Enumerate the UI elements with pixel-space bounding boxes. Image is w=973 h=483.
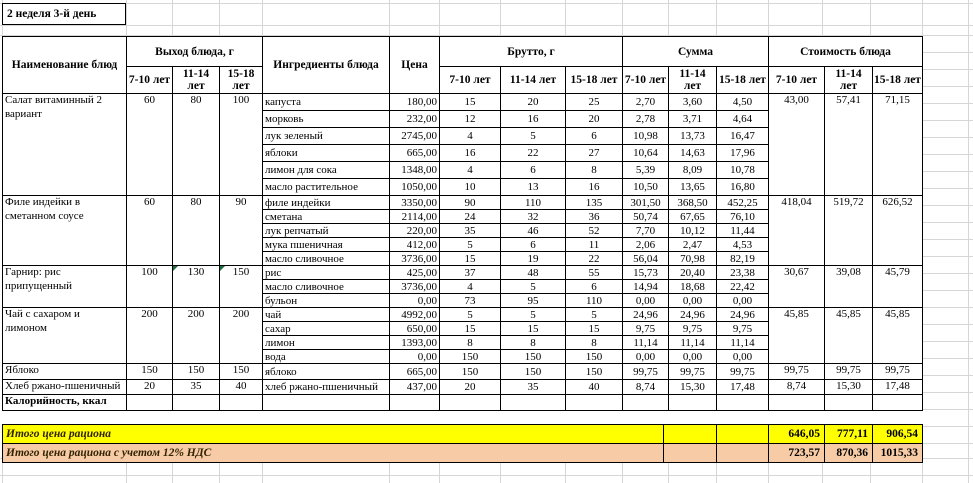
ingredient-name-cell[interactable]: сметана bbox=[263, 210, 390, 224]
gridline bbox=[922, 0, 923, 36]
dish-cost-cell[interactable]: 418,04 bbox=[769, 196, 825, 266]
sum-value-cell[interactable]: 99,75 bbox=[717, 364, 769, 380]
gridline bbox=[126, 0, 127, 36]
ingredient-name-cell[interactable]: вода bbox=[263, 350, 390, 364]
gross-value-cell[interactable]: 16 bbox=[440, 145, 501, 162]
sum-value-cell[interactable]: 82,19 bbox=[717, 252, 769, 266]
gross-value-cell[interactable]: 46 bbox=[501, 224, 566, 238]
dish-output-cell[interactable]: 80 bbox=[173, 196, 220, 266]
dish-name-cell[interactable]: Хлеб ржано-пшеничный bbox=[3, 380, 127, 395]
gross-value-cell[interactable]: 55 bbox=[566, 266, 623, 280]
calories-empty-cell[interactable] bbox=[220, 395, 263, 411]
gross-value-cell[interactable]: 6 bbox=[566, 280, 623, 294]
sum-value-cell[interactable]: 4,64 bbox=[717, 111, 769, 128]
dish-output-cell[interactable]: 200 bbox=[220, 308, 263, 364]
gross-value-cell[interactable]: 15 bbox=[440, 252, 501, 266]
dish-cost-cell[interactable]: 99,75 bbox=[769, 364, 825, 380]
gridline bbox=[262, 0, 263, 36]
calories-empty-cell[interactable] bbox=[825, 395, 873, 411]
dish-name-cell[interactable]: Гарнир: рис припущенный bbox=[3, 266, 127, 308]
total-value-cell[interactable]: 906,54 bbox=[873, 425, 923, 444]
dish-output-cell[interactable]: 35 bbox=[173, 380, 220, 395]
total-row bbox=[3, 444, 923, 463]
sum-value-cell[interactable]: 99,75 bbox=[623, 364, 669, 380]
sum-value-cell[interactable]: 9,75 bbox=[669, 322, 717, 336]
gridline bbox=[870, 0, 871, 36]
gross-value-cell[interactable]: 4 bbox=[440, 280, 501, 294]
dish-output-cell[interactable]: 20 bbox=[127, 380, 173, 395]
ingredient-name-cell[interactable]: лимон для сока bbox=[263, 162, 390, 179]
gross-value-cell[interactable]: 6 bbox=[566, 128, 623, 145]
sum-value-cell[interactable]: 14,94 bbox=[623, 280, 669, 294]
cell-error-flag-icon bbox=[220, 266, 225, 271]
ingredient-price-cell[interactable]: 412,00 bbox=[390, 238, 440, 252]
gross-value-cell[interactable]: 110 bbox=[566, 294, 623, 308]
sum-value-cell[interactable]: 10,64 bbox=[623, 145, 669, 162]
dish-output-cell[interactable]: 200 bbox=[127, 308, 173, 364]
col-header-gross-age-1[interactable]: 7-10 лет bbox=[440, 67, 501, 94]
gross-value-cell[interactable]: 11 bbox=[566, 238, 623, 252]
col-header-output-age-3[interactable]: 15-18 лет bbox=[220, 67, 263, 94]
gross-value-cell[interactable]: 73 bbox=[440, 294, 501, 308]
ingredient-name-cell[interactable]: лук зеленый bbox=[263, 128, 390, 145]
gross-value-cell[interactable]: 40 bbox=[566, 380, 623, 395]
sum-value-cell[interactable]: 24,96 bbox=[623, 308, 669, 322]
table-row bbox=[3, 266, 923, 280]
totals-table-body bbox=[3, 425, 923, 463]
sum-value-cell[interactable]: 18,68 bbox=[669, 280, 717, 294]
col-header-sum-age-1[interactable]: 7-10 лет bbox=[623, 67, 669, 94]
col-header-ingredients[interactable]: Ингредиенты блюда bbox=[263, 37, 390, 94]
sum-value-cell[interactable]: 76,10 bbox=[717, 210, 769, 224]
dish-cost-cell[interactable]: 99,75 bbox=[873, 364, 923, 380]
sum-value-cell[interactable]: 8,09 bbox=[669, 162, 717, 179]
gross-value-cell[interactable]: 19 bbox=[501, 252, 566, 266]
sum-value-cell[interactable]: 50,74 bbox=[623, 210, 669, 224]
ingredient-price-cell[interactable]: 3736,00 bbox=[390, 252, 440, 266]
gross-value-cell[interactable]: 8 bbox=[440, 336, 501, 350]
gross-value-cell[interactable]: 16 bbox=[566, 179, 623, 196]
ingredient-price-cell[interactable]: 1348,00 bbox=[390, 162, 440, 179]
gross-value-cell[interactable]: 5 bbox=[501, 308, 566, 322]
table-row bbox=[3, 196, 923, 210]
total-empty-cell[interactable] bbox=[717, 425, 769, 444]
ingredient-price-cell[interactable]: 0,00 bbox=[390, 294, 440, 308]
dish-name-cell[interactable]: Яблоко bbox=[3, 364, 127, 380]
ingredient-price-cell[interactable]: 665,00 bbox=[390, 145, 440, 162]
sum-value-cell[interactable]: 4,50 bbox=[717, 94, 769, 111]
sum-value-cell[interactable]: 3,71 bbox=[669, 111, 717, 128]
ingredient-price-cell[interactable]: 4992,00 bbox=[390, 308, 440, 322]
total-label-cell[interactable]: Итого цена рациона bbox=[3, 425, 664, 444]
sum-value-cell[interactable]: 24,96 bbox=[717, 308, 769, 322]
sum-value-cell[interactable]: 15,30 bbox=[669, 380, 717, 395]
dish-name-cell[interactable]: Филе индейки в сметанном соусе bbox=[3, 196, 127, 266]
gross-value-cell[interactable]: 15 bbox=[440, 322, 501, 336]
dish-output-cell[interactable]: 60 bbox=[127, 196, 173, 266]
total-empty-cell[interactable] bbox=[664, 425, 717, 444]
ingredient-price-cell[interactable]: 232,00 bbox=[390, 111, 440, 128]
gross-value-cell[interactable]: 25 bbox=[566, 94, 623, 111]
col-header-sum-age-2[interactable]: 11-14 лет bbox=[669, 67, 717, 94]
gross-value-cell[interactable]: 5 bbox=[440, 308, 501, 322]
table-header bbox=[3, 37, 923, 94]
dish-cost-cell[interactable]: 45,85 bbox=[825, 308, 873, 364]
ingredient-name-cell[interactable]: яблоки bbox=[263, 145, 390, 162]
gridline bbox=[622, 0, 623, 36]
ingredient-name-cell[interactable]: хлеб ржано-пшеничный bbox=[263, 380, 390, 395]
sum-value-cell[interactable]: 16,47 bbox=[717, 128, 769, 145]
ingredient-name-cell[interactable]: чай bbox=[263, 308, 390, 322]
sum-value-cell[interactable]: 10,12 bbox=[669, 224, 717, 238]
sum-value-cell[interactable]: 452,25 bbox=[717, 196, 769, 210]
gridline bbox=[389, 0, 390, 36]
gross-value-cell[interactable]: 5 bbox=[501, 280, 566, 294]
gross-value-cell[interactable]: 6 bbox=[501, 238, 566, 252]
sum-value-cell[interactable]: 16,80 bbox=[717, 179, 769, 196]
dish-output-cell[interactable]: 80 bbox=[173, 94, 220, 196]
col-header-output-age-2[interactable]: 11-14 лет bbox=[173, 67, 220, 94]
sum-value-cell[interactable]: 5,39 bbox=[623, 162, 669, 179]
gross-value-cell[interactable]: 5 bbox=[501, 128, 566, 145]
ingredient-price-cell[interactable]: 1393,00 bbox=[390, 336, 440, 350]
dish-output-cell[interactable]: 200 bbox=[173, 308, 220, 364]
sum-value-cell[interactable]: 0,00 bbox=[669, 294, 717, 308]
gridline bbox=[716, 0, 717, 36]
ingredient-name-cell[interactable]: лук репчатый bbox=[263, 224, 390, 238]
calories-empty-cell[interactable] bbox=[769, 395, 825, 411]
gross-value-cell[interactable]: 150 bbox=[440, 364, 501, 380]
gross-value-cell[interactable]: 5 bbox=[566, 308, 623, 322]
gross-value-cell[interactable]: 150 bbox=[566, 364, 623, 380]
gross-value-cell[interactable]: 27 bbox=[566, 145, 623, 162]
ingredient-price-cell[interactable]: 3736,00 bbox=[390, 280, 440, 294]
calories-empty-cell[interactable] bbox=[717, 395, 769, 411]
gross-value-cell[interactable]: 20 bbox=[501, 94, 566, 111]
dish-cost-cell[interactable]: 57,41 bbox=[825, 94, 873, 196]
sum-value-cell[interactable]: 11,44 bbox=[717, 224, 769, 238]
calories-empty-cell[interactable] bbox=[440, 395, 501, 411]
gross-value-cell[interactable]: 8 bbox=[501, 336, 566, 350]
sum-value-cell[interactable]: 0,00 bbox=[717, 350, 769, 364]
sum-value-cell[interactable]: 20,40 bbox=[669, 266, 717, 280]
gross-value-cell[interactable]: 32 bbox=[501, 210, 566, 224]
sum-value-cell[interactable]: 301,50 bbox=[623, 196, 669, 210]
header-sub-row bbox=[3, 67, 923, 94]
col-header-sum-group[interactable]: Сумма bbox=[623, 37, 769, 67]
sum-value-cell[interactable]: 15,73 bbox=[623, 266, 669, 280]
gross-value-cell[interactable]: 150 bbox=[501, 364, 566, 380]
dish-output-cell[interactable]: 150 bbox=[220, 266, 263, 308]
gross-value-cell[interactable]: 12 bbox=[440, 111, 501, 128]
sum-value-cell[interactable]: 14,63 bbox=[669, 145, 717, 162]
sum-value-cell[interactable]: 11,14 bbox=[717, 336, 769, 350]
sum-value-cell[interactable]: 17,48 bbox=[717, 380, 769, 395]
gross-value-cell[interactable]: 10 bbox=[440, 179, 501, 196]
col-header-gross-group[interactable]: Брутто, г bbox=[440, 37, 623, 67]
total-row bbox=[3, 425, 923, 444]
gross-value-cell[interactable]: 95 bbox=[501, 294, 566, 308]
day-title-cell[interactable]: 2 неделя 3-й день bbox=[2, 3, 126, 25]
gridline bbox=[565, 0, 566, 36]
table-row bbox=[3, 94, 923, 111]
sum-value-cell[interactable]: 11,14 bbox=[669, 336, 717, 350]
ingredient-name-cell[interactable]: лимон bbox=[263, 336, 390, 350]
ingredient-price-cell[interactable]: 1050,00 bbox=[390, 179, 440, 196]
col-header-cost-age-3[interactable]: 15-18 лет bbox=[873, 67, 923, 94]
sum-value-cell[interactable]: 24,96 bbox=[669, 308, 717, 322]
dish-cost-cell[interactable]: 15,30 bbox=[825, 380, 873, 395]
ingredient-name-cell[interactable]: филе индейки bbox=[263, 196, 390, 210]
calories-empty-cell[interactable] bbox=[623, 395, 669, 411]
dish-cost-cell[interactable]: 17,48 bbox=[873, 380, 923, 395]
cell-error-flag-icon bbox=[173, 266, 178, 271]
gross-value-cell[interactable]: 15 bbox=[440, 94, 501, 111]
dish-output-cell[interactable]: 150 bbox=[127, 364, 173, 380]
dish-cost-cell[interactable]: 43,00 bbox=[769, 94, 825, 196]
gross-value-cell[interactable]: 15 bbox=[501, 322, 566, 336]
ingredient-price-cell[interactable]: 0,00 bbox=[390, 350, 440, 364]
gross-value-cell[interactable]: 15 bbox=[566, 322, 623, 336]
sum-value-cell[interactable]: 0,00 bbox=[669, 350, 717, 364]
sum-value-cell[interactable]: 2,06 bbox=[623, 238, 669, 252]
ingredient-price-cell[interactable]: 3350,00 bbox=[390, 196, 440, 210]
gross-value-cell[interactable]: 35 bbox=[440, 224, 501, 238]
gridline bbox=[172, 0, 173, 36]
dish-cost-cell[interactable]: 626,52 bbox=[873, 196, 923, 266]
dish-cost-cell[interactable]: 45,85 bbox=[769, 308, 825, 364]
ingredient-price-cell[interactable]: 180,00 bbox=[390, 94, 440, 111]
sum-value-cell[interactable]: 3,60 bbox=[669, 94, 717, 111]
ingredient-price-cell[interactable]: 2114,00 bbox=[390, 210, 440, 224]
dish-table-body bbox=[3, 94, 923, 411]
menu-table bbox=[2, 36, 923, 411]
calories-empty-cell[interactable] bbox=[263, 395, 390, 411]
gross-value-cell[interactable]: 22 bbox=[501, 145, 566, 162]
total-value-cell[interactable]: 777,11 bbox=[825, 425, 873, 444]
totals-table bbox=[2, 424, 923, 463]
calories-empty-cell[interactable] bbox=[669, 395, 717, 411]
dish-output-cell[interactable]: 90 bbox=[220, 196, 263, 266]
col-header-sum-age-3[interactable]: 15-18 лет bbox=[717, 67, 769, 94]
dish-name-cell[interactable]: Чай с сахаром и лимоном bbox=[3, 308, 127, 364]
sum-value-cell[interactable]: 4,53 bbox=[717, 238, 769, 252]
ingredient-price-cell[interactable]: 425,00 bbox=[390, 266, 440, 280]
sum-value-cell[interactable]: 13,73 bbox=[669, 128, 717, 145]
gridline bbox=[768, 0, 769, 36]
gross-value-cell[interactable]: 35 bbox=[501, 380, 566, 395]
gross-value-cell[interactable]: 6 bbox=[501, 162, 566, 179]
col-header-cost-age-2[interactable]: 11-14 лет bbox=[825, 67, 873, 94]
sum-value-cell[interactable]: 0,00 bbox=[717, 294, 769, 308]
total-value-cell[interactable]: 870,36 bbox=[825, 444, 873, 463]
gridline bbox=[0, 3, 973, 4]
dish-cost-cell[interactable]: 45,79 bbox=[873, 266, 923, 308]
table-row bbox=[3, 380, 923, 395]
gridline bbox=[822, 0, 823, 36]
gridline bbox=[968, 458, 969, 483]
dish-name-cell[interactable]: Салат витаминный 2 вариант bbox=[3, 94, 127, 196]
gridline bbox=[968, 0, 969, 36]
sum-value-cell[interactable]: 7,70 bbox=[623, 224, 669, 238]
calories-empty-cell[interactable] bbox=[390, 395, 440, 411]
gross-value-cell[interactable]: 24 bbox=[440, 210, 501, 224]
dish-cost-cell[interactable]: 39,08 bbox=[825, 266, 873, 308]
gross-value-cell[interactable]: 37 bbox=[440, 266, 501, 280]
gross-value-cell[interactable]: 135 bbox=[566, 196, 623, 210]
table-row bbox=[3, 308, 923, 322]
sum-value-cell[interactable]: 0,00 bbox=[623, 350, 669, 364]
gross-value-cell[interactable]: 150 bbox=[566, 350, 623, 364]
dish-cost-cell[interactable]: 71,15 bbox=[873, 94, 923, 196]
sum-value-cell[interactable]: 70,98 bbox=[669, 252, 717, 266]
ingredient-name-cell[interactable]: бульон bbox=[263, 294, 390, 308]
sum-value-cell[interactable]: 99,75 bbox=[669, 364, 717, 380]
col-header-gross-age-3[interactable]: 15-18 лет bbox=[566, 67, 623, 94]
dish-output-cell[interactable]: 150 bbox=[220, 364, 263, 380]
ingredient-name-cell[interactable]: масло сливочное bbox=[263, 252, 390, 266]
gross-value-cell[interactable]: 110 bbox=[501, 196, 566, 210]
sum-value-cell[interactable]: 10,98 bbox=[623, 128, 669, 145]
gross-value-cell[interactable]: 36 bbox=[566, 210, 623, 224]
total-value-cell[interactable]: 646,05 bbox=[769, 425, 825, 444]
sum-value-cell[interactable]: 2,78 bbox=[623, 111, 669, 128]
total-value-cell[interactable]: 723,57 bbox=[769, 444, 825, 463]
gross-value-cell[interactable]: 52 bbox=[566, 224, 623, 238]
ingredient-price-cell[interactable]: 665,00 bbox=[390, 364, 440, 380]
sum-value-cell[interactable]: 22,42 bbox=[717, 280, 769, 294]
total-empty-cell[interactable] bbox=[717, 444, 769, 463]
ingredient-name-cell[interactable]: мука пшеничная bbox=[263, 238, 390, 252]
col-header-dish-name[interactable]: Наименование блюд bbox=[3, 37, 127, 94]
calories-empty-cell[interactable] bbox=[873, 395, 923, 411]
ingredient-name-cell[interactable]: масло сливочное bbox=[263, 280, 390, 294]
sum-value-cell[interactable]: 67,65 bbox=[669, 210, 717, 224]
gross-value-cell[interactable]: 13 bbox=[501, 179, 566, 196]
calories-label-cell[interactable]: Калорийность, ккал bbox=[3, 395, 127, 411]
ingredient-price-cell[interactable]: 437,00 bbox=[390, 380, 440, 395]
dish-cost-cell[interactable]: 99,75 bbox=[825, 364, 873, 380]
dish-cost-cell[interactable]: 519,72 bbox=[825, 196, 873, 266]
col-header-cost-group[interactable]: Стоимость блюда bbox=[769, 37, 923, 67]
sum-value-cell[interactable]: 10,78 bbox=[717, 162, 769, 179]
ingredient-name-cell[interactable]: сахар bbox=[263, 322, 390, 336]
gross-value-cell[interactable]: 8 bbox=[566, 162, 623, 179]
dish-cost-cell[interactable]: 45,85 bbox=[873, 308, 923, 364]
gross-value-cell[interactable]: 5 bbox=[440, 238, 501, 252]
gross-value-cell[interactable]: 150 bbox=[501, 350, 566, 364]
col-header-output-age-1[interactable]: 7-10 лет bbox=[127, 67, 173, 94]
total-empty-cell[interactable] bbox=[664, 444, 717, 463]
col-header-output-group[interactable]: Выход блюда, г bbox=[127, 37, 263, 67]
total-label-cell[interactable]: Итого цена рациона с учетом 12% НДС bbox=[3, 444, 664, 463]
gross-value-cell[interactable]: 20 bbox=[440, 380, 501, 395]
dish-cost-cell[interactable]: 30,67 bbox=[769, 266, 825, 308]
sum-value-cell[interactable]: 9,75 bbox=[623, 322, 669, 336]
sum-value-cell[interactable]: 2,70 bbox=[623, 94, 669, 111]
gridline bbox=[0, 475, 973, 476]
gross-value-cell[interactable]: 4 bbox=[440, 162, 501, 179]
gross-value-cell[interactable]: 150 bbox=[440, 350, 501, 364]
sum-value-cell[interactable]: 0,00 bbox=[623, 294, 669, 308]
col-header-cost-age-1[interactable]: 7-10 лет bbox=[769, 67, 825, 94]
gridline bbox=[219, 0, 220, 36]
sum-value-cell[interactable]: 23,38 bbox=[717, 266, 769, 280]
sum-value-cell[interactable]: 56,04 bbox=[623, 252, 669, 266]
gross-value-cell[interactable]: 20 bbox=[566, 111, 623, 128]
gridline-strip bbox=[923, 36, 973, 458]
sum-value-cell[interactable]: 10,50 bbox=[623, 179, 669, 196]
calories-empty-cell[interactable] bbox=[173, 395, 220, 411]
dish-output-cell[interactable]: 100 bbox=[127, 266, 173, 308]
ingredient-name-cell[interactable]: яблоко bbox=[263, 364, 390, 380]
dish-output-cell[interactable]: 100 bbox=[220, 94, 263, 196]
ingredient-price-cell[interactable]: 650,00 bbox=[390, 322, 440, 336]
sum-value-cell[interactable]: 368,50 bbox=[669, 196, 717, 210]
ingredient-name-cell[interactable]: масло растительное bbox=[263, 179, 390, 196]
dish-output-cell[interactable]: 130 bbox=[173, 266, 220, 308]
sum-value-cell[interactable]: 17,96 bbox=[717, 145, 769, 162]
col-header-gross-age-2[interactable]: 11-14 лет bbox=[501, 67, 566, 94]
gridline bbox=[668, 0, 669, 36]
sum-value-cell[interactable]: 9,75 bbox=[717, 322, 769, 336]
gross-value-cell[interactable]: 22 bbox=[566, 252, 623, 266]
sum-value-cell[interactable]: 13,65 bbox=[669, 179, 717, 196]
calories-row bbox=[3, 395, 923, 411]
ingredient-price-cell[interactable]: 2745,00 bbox=[390, 128, 440, 145]
gridline bbox=[439, 0, 440, 36]
header-group-row bbox=[3, 37, 923, 67]
sum-value-cell[interactable]: 11,14 bbox=[623, 336, 669, 350]
gross-value-cell[interactable]: 48 bbox=[501, 266, 566, 280]
gridline bbox=[0, 25, 973, 26]
total-value-cell[interactable]: 1015,33 bbox=[873, 444, 923, 463]
sum-value-cell[interactable]: 2,47 bbox=[669, 238, 717, 252]
dish-output-cell[interactable]: 40 bbox=[220, 380, 263, 395]
gross-value-cell[interactable]: 4 bbox=[440, 128, 501, 145]
gross-value-cell[interactable]: 16 bbox=[501, 111, 566, 128]
gridline bbox=[500, 0, 501, 36]
calories-empty-cell[interactable] bbox=[501, 395, 566, 411]
dish-output-cell[interactable]: 60 bbox=[127, 94, 173, 196]
dish-output-cell[interactable]: 150 bbox=[173, 364, 220, 380]
ingredient-price-cell[interactable]: 220,00 bbox=[390, 224, 440, 238]
col-header-price[interactable]: Цена bbox=[390, 37, 440, 94]
gross-value-cell[interactable]: 8 bbox=[566, 336, 623, 350]
gross-value-cell[interactable]: 90 bbox=[440, 196, 501, 210]
ingredient-name-cell[interactable]: морковь bbox=[263, 111, 390, 128]
ingredient-name-cell[interactable]: капуста bbox=[263, 94, 390, 111]
sum-value-cell[interactable]: 8,74 bbox=[623, 380, 669, 395]
calories-empty-cell[interactable] bbox=[566, 395, 623, 411]
calories-empty-cell[interactable] bbox=[127, 395, 173, 411]
dish-cost-cell[interactable]: 8,74 bbox=[769, 380, 825, 395]
table-row bbox=[3, 364, 923, 380]
ingredient-name-cell[interactable]: рис bbox=[263, 266, 390, 280]
